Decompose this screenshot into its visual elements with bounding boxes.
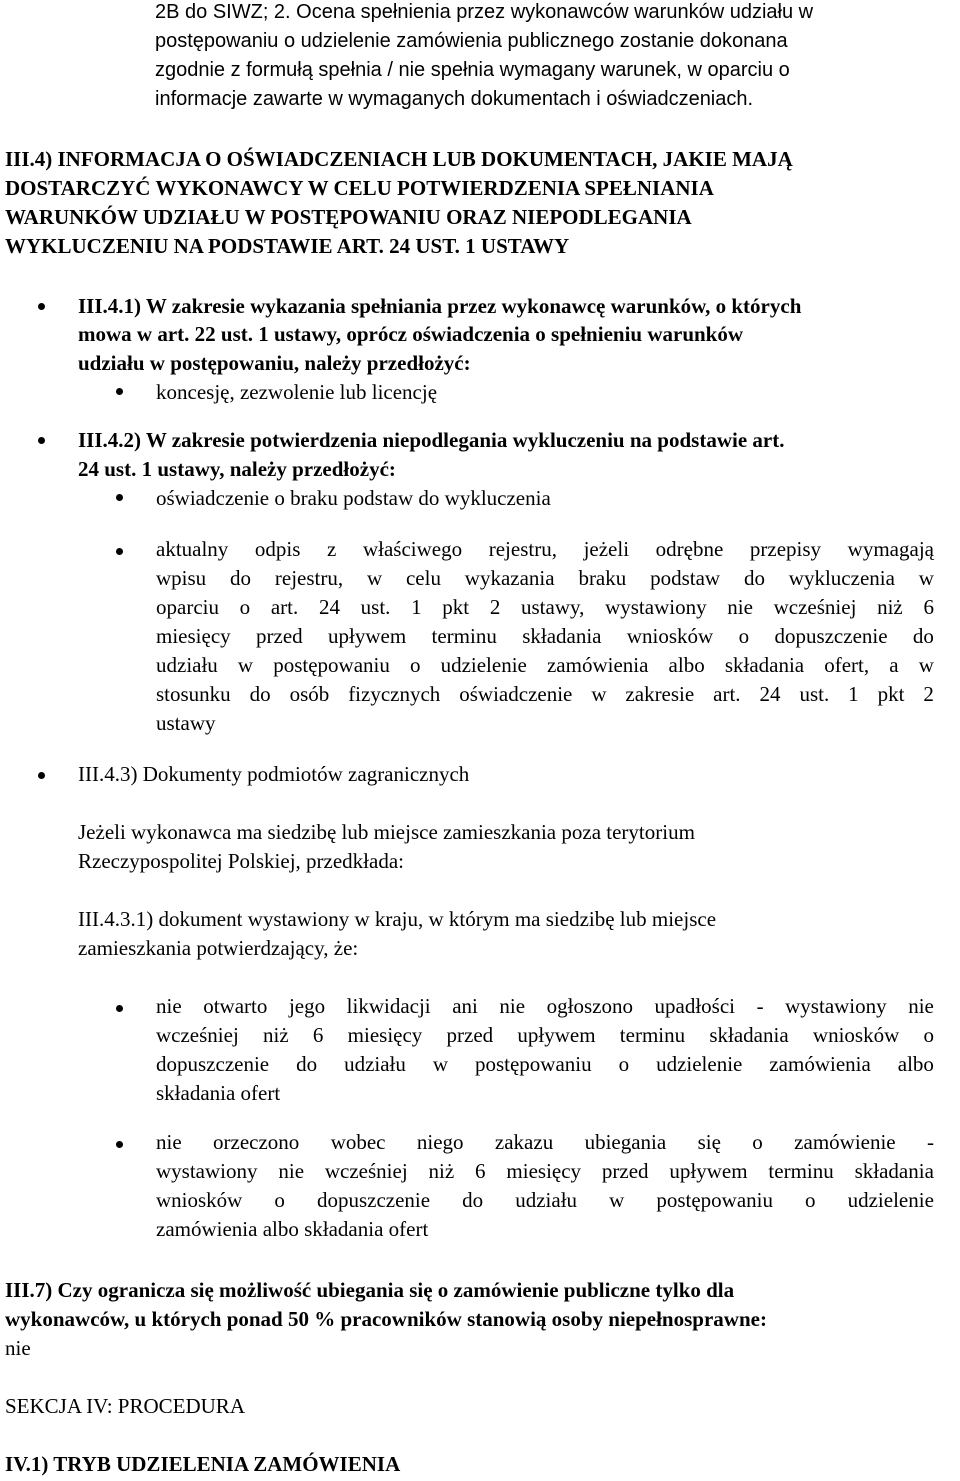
word: postępowaniu bbox=[273, 653, 390, 677]
word: oparciu bbox=[156, 595, 219, 619]
paragraph-last-line: składania ofert bbox=[156, 1081, 281, 1105]
paragraph-line: zamieszkania potwierdzający, że: bbox=[78, 936, 359, 960]
word: dopuszczenie bbox=[156, 1052, 270, 1076]
word: albo bbox=[897, 1052, 934, 1076]
heading-line: III.7) Czy ogranicza się możliwość ubiegania się o zamówienie publiczne tylko dla bbox=[5, 1278, 735, 1302]
word: osób bbox=[289, 682, 330, 706]
word: miesięcy bbox=[156, 624, 231, 648]
word: do bbox=[296, 1052, 318, 1076]
item-line: mowa w art. 22 ust. 1 ustawy, oprócz oświadczenia o spełnieniu warunków bbox=[78, 322, 744, 346]
word: do bbox=[249, 682, 271, 706]
word: zamówienie bbox=[794, 1130, 896, 1154]
word: wniosków bbox=[812, 1023, 900, 1047]
justified-line bbox=[156, 593, 934, 621]
heading-line: WARUNKÓW UDZIAŁU W POSTĘPOWANIU ORAZ NIEPODLEGANIA bbox=[5, 205, 692, 229]
word: 24 bbox=[759, 682, 781, 706]
word: 2 bbox=[923, 682, 934, 706]
word: jeżeli bbox=[583, 537, 630, 561]
word: niż bbox=[428, 1159, 455, 1183]
word: wpisu bbox=[156, 566, 207, 590]
word: udzielenie bbox=[847, 1188, 934, 1212]
word: składania bbox=[724, 653, 805, 677]
paragraph-line: Jeżeli wykonawca ma siedzibę lub miejsce zamieszkania poza terytorium bbox=[78, 820, 695, 844]
word: nie bbox=[727, 595, 753, 619]
word: wystawiony bbox=[785, 994, 887, 1018]
word: składania bbox=[709, 1023, 789, 1047]
word: 24 bbox=[318, 595, 340, 619]
word: niż bbox=[877, 595, 903, 619]
paragraph-line: III.4.3.1) dokument wystawiony w kraju, w którym ma siedzibę lub miejsce bbox=[78, 907, 717, 931]
word: postępowaniu bbox=[474, 1052, 592, 1076]
section-title: SEKCJA IV: PROCEDURA bbox=[5, 1394, 245, 1418]
justified-line bbox=[156, 1021, 934, 1049]
intro-line: informacje zawarte w wymaganych dokumentach i oświadczeniach. bbox=[155, 88, 754, 110]
word: o bbox=[618, 1052, 630, 1076]
word: - bbox=[756, 994, 764, 1018]
word: zakazu bbox=[494, 1130, 554, 1154]
justified-line bbox=[156, 1128, 934, 1156]
word: upływem bbox=[669, 1159, 748, 1183]
word: ofert, bbox=[824, 653, 870, 677]
bullet-icon bbox=[116, 1141, 123, 1148]
word: o bbox=[752, 1130, 763, 1154]
word: zakresie bbox=[625, 682, 695, 706]
word: ust. bbox=[360, 595, 391, 619]
word: odpis bbox=[254, 537, 301, 561]
section-subtitle: IV.1) TRYB UDZIELENIA ZAMÓWIENIA bbox=[5, 1452, 401, 1476]
justified-line bbox=[156, 1157, 934, 1185]
item-line: III.4.1) W zakresie wykazania spełniania przez wykonawcę warunków, o których bbox=[78, 294, 802, 318]
word: 6 bbox=[312, 1023, 324, 1047]
word: ogłoszono bbox=[546, 994, 633, 1018]
word: wystawiony bbox=[605, 595, 707, 619]
word: ustawy, bbox=[521, 595, 585, 619]
word: ust. bbox=[799, 682, 830, 706]
word: dopuszczenie bbox=[774, 624, 888, 648]
word: stosunku bbox=[156, 682, 231, 706]
word: upływem bbox=[517, 1023, 596, 1047]
word: udzielenie bbox=[656, 1052, 743, 1076]
word: wniosków bbox=[626, 624, 714, 648]
intro-line: postępowaniu o udzielenie zamówienia publicznego zostanie dokonana bbox=[155, 30, 788, 52]
word: wobec bbox=[330, 1130, 386, 1154]
heading-line: DOSTARCZYĆ WYKONAWCY W CELU POTWIERDZENIA SPEŁNIANIA bbox=[5, 176, 714, 200]
word: wystawiony bbox=[156, 1159, 258, 1183]
word: się bbox=[697, 1130, 721, 1154]
word: nie bbox=[908, 994, 934, 1018]
justified-line bbox=[156, 1186, 934, 1214]
word: niego bbox=[416, 1130, 464, 1154]
item-line: 24 ust. 1 ustawy, należy przedłożyć: bbox=[78, 457, 396, 481]
bullet-icon bbox=[38, 303, 45, 310]
word: wcześniej bbox=[773, 595, 857, 619]
bullet-icon bbox=[116, 494, 123, 501]
bullet-icon bbox=[38, 772, 45, 779]
word: wcześniej bbox=[324, 1159, 408, 1183]
word: 6 bbox=[475, 1159, 486, 1183]
word: wykazania bbox=[464, 566, 555, 590]
word: ubiegania bbox=[584, 1130, 667, 1154]
word: w bbox=[366, 566, 383, 590]
word: albo bbox=[668, 653, 705, 677]
word: rejestru, bbox=[274, 566, 344, 590]
sub-item: oświadczenie o braku podstaw do wykluczenia bbox=[156, 486, 551, 510]
item-title: III.4.3) Dokumenty podmiotów zagranicznych bbox=[78, 762, 470, 786]
word: art. bbox=[713, 682, 741, 706]
word: wniosków bbox=[156, 1188, 243, 1212]
word: przed bbox=[446, 1023, 494, 1047]
word: w bbox=[237, 653, 254, 677]
word: z bbox=[327, 537, 337, 561]
word: upływem bbox=[328, 624, 407, 648]
word: braku bbox=[578, 566, 627, 590]
word: miesięcy bbox=[506, 1159, 582, 1183]
word: o bbox=[239, 595, 251, 619]
word: wykluczenia bbox=[788, 566, 895, 590]
heading-line: wykonawców, u których ponad 50 % pracowników stanowią osoby niepełnosprawne: bbox=[5, 1307, 767, 1331]
word: pkt bbox=[442, 595, 470, 619]
word: w bbox=[918, 653, 934, 677]
word: zamówienia bbox=[769, 1052, 871, 1076]
word: do bbox=[230, 566, 252, 590]
word: ani bbox=[452, 994, 478, 1018]
word: postępowaniu bbox=[656, 1188, 773, 1212]
word: - bbox=[927, 1130, 934, 1154]
word: do bbox=[743, 566, 765, 590]
word: niż bbox=[263, 1023, 289, 1047]
word: miesięcy bbox=[347, 1023, 423, 1047]
word: w bbox=[609, 1188, 625, 1212]
word: terminu bbox=[768, 1159, 834, 1183]
word: w bbox=[591, 682, 607, 706]
justified-line bbox=[156, 564, 934, 592]
word: o bbox=[805, 1188, 816, 1212]
justified-line bbox=[156, 680, 934, 708]
item-line: III.4.2) W zakresie potwierdzenia niepodlegania wykluczeniu na podstawie art. bbox=[78, 428, 785, 452]
word: fizycznych bbox=[348, 682, 441, 706]
word: udziału bbox=[515, 1188, 578, 1212]
word: jego bbox=[288, 994, 326, 1018]
word: właściwego bbox=[362, 537, 463, 561]
word: przed bbox=[601, 1159, 649, 1183]
word: przepisy bbox=[749, 537, 822, 561]
word: o bbox=[923, 1023, 934, 1047]
word: do bbox=[912, 624, 934, 648]
word: o bbox=[274, 1188, 285, 1212]
word: likwidacji bbox=[346, 994, 431, 1018]
word: 1 bbox=[848, 682, 859, 706]
paragraph-line: Rzeczypospolitej Polskiej, przedkłada: bbox=[78, 849, 404, 873]
heading-line: III.4) INFORMACJA O OŚWIADCZENIACH LUB DOKUMENTACH, JAKIE MAJĄ bbox=[5, 147, 793, 171]
justified-line bbox=[156, 535, 934, 563]
word: o bbox=[409, 653, 421, 677]
word: o bbox=[738, 624, 750, 648]
word: nie bbox=[156, 1130, 182, 1154]
justified-line bbox=[156, 1050, 934, 1078]
heading-line: WYKLUCZENIU NA PODSTAWIE ART. 24 UST. 1 USTAWY bbox=[5, 234, 570, 258]
justified-line bbox=[156, 651, 934, 679]
bullet-icon bbox=[116, 388, 123, 395]
word: w bbox=[918, 566, 934, 590]
bullet-icon bbox=[116, 1005, 123, 1012]
paragraph-last-line: zamówienia albo składania ofert bbox=[156, 1217, 429, 1241]
word: dopuszczenie bbox=[316, 1188, 431, 1212]
word: art. bbox=[270, 595, 299, 619]
word: w bbox=[432, 1052, 449, 1076]
word: aktualny bbox=[156, 537, 229, 561]
answer-text: nie bbox=[5, 1336, 31, 1360]
word: udzielenie bbox=[440, 653, 527, 677]
item-line: udziału w postępowaniu, należy przedłożyć: bbox=[78, 351, 471, 375]
word: upadłości bbox=[654, 994, 736, 1018]
sub-item: koncesję, zezwolenie lub licencję bbox=[156, 380, 438, 404]
justified-line bbox=[156, 622, 934, 650]
word: otwarto bbox=[203, 994, 268, 1018]
word: zamówienia bbox=[546, 653, 649, 677]
word: terminu bbox=[619, 1023, 686, 1047]
paragraph-last-line: ustawy bbox=[156, 711, 216, 735]
word: a bbox=[889, 653, 899, 677]
word: 1 bbox=[411, 595, 422, 619]
word: nie bbox=[156, 994, 182, 1018]
word: składania bbox=[854, 1159, 934, 1183]
word: składania bbox=[522, 624, 602, 648]
word: przed bbox=[256, 624, 303, 648]
word: udziału bbox=[156, 653, 218, 677]
word: odrębne bbox=[655, 537, 724, 561]
justified-line bbox=[156, 992, 934, 1020]
word: 6 bbox=[923, 595, 934, 619]
word: orzeczono bbox=[213, 1130, 300, 1154]
word: oświadczenie bbox=[459, 682, 573, 706]
word: podstaw bbox=[650, 566, 721, 590]
intro-line: 2B do SIWZ; 2. Ocena spełnienia przez wykonawców warunków udziału w bbox=[155, 1, 814, 23]
word: terminu bbox=[431, 624, 497, 648]
word: wymagają bbox=[847, 537, 934, 561]
word: udziału bbox=[344, 1052, 406, 1076]
word: 2 bbox=[489, 595, 501, 619]
intro-line: zgodnie z formułą spełnia / nie spełnia wymagany warunek, w oparciu o bbox=[155, 59, 790, 81]
bullet-icon bbox=[38, 437, 45, 444]
word: pkt bbox=[877, 682, 905, 706]
bullet-icon bbox=[116, 548, 123, 555]
word: do bbox=[462, 1188, 484, 1212]
word: rejestru, bbox=[488, 537, 557, 561]
word: wcześniej bbox=[156, 1023, 239, 1047]
word: celu bbox=[405, 566, 441, 590]
word: nie bbox=[499, 994, 526, 1018]
word: nie bbox=[278, 1159, 305, 1183]
